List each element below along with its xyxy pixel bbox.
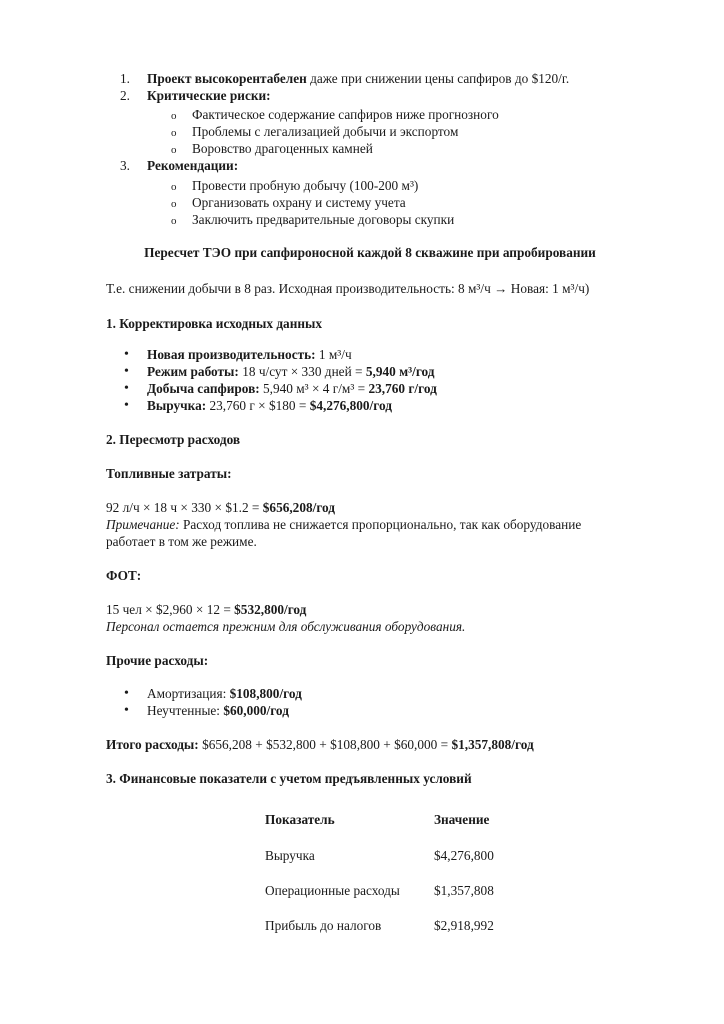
table-cell: $1,357,808 — [434, 883, 494, 898]
item-value: $108,800/год — [229, 686, 302, 701]
recommendation-text: Заключить предварительные договоры скупки — [192, 212, 455, 227]
fuel-formula — [106, 500, 335, 517]
circle-bullet-icon: o — [171, 215, 177, 227]
table-header: Значение — [434, 812, 490, 827]
list-item-bold: Проект высокорентабелен — [147, 71, 307, 86]
recommendation-text: Организовать охрану и систему учета — [192, 195, 406, 210]
item-value: $60,000/год — [223, 703, 289, 718]
item-text: 18 ч/сут × 330 дней = — [238, 364, 366, 379]
item-result: 5,940 м³/год — [365, 364, 435, 379]
bullet-icon: • — [124, 398, 129, 413]
note-label: Примечание: — [106, 517, 180, 532]
total-expenses — [106, 737, 534, 754]
list-number: 2. — [120, 88, 130, 103]
item-text: 23,760 г × $180 = — [206, 398, 310, 413]
total-formula: $656,208 + $532,800 + $108,800 + $60,000 = — [198, 737, 452, 752]
item-label: Выручка: — [147, 398, 207, 413]
bullet-icon: • — [124, 381, 129, 396]
list-item-text: даже при снижении цены сапфиров до $120/г. — [306, 71, 570, 86]
table-header: Показатель — [265, 812, 335, 827]
list-number: 1. — [120, 71, 130, 86]
fuel-formula-text: 92 л/ч × 18 ч × 330 × $1.2 = — [106, 500, 263, 515]
bullet-icon: • — [124, 686, 129, 701]
fuel-note-line2: работает в том же режиме. — [106, 534, 257, 549]
item-text: 1 м³/ч — [315, 347, 352, 362]
section-2-heading: 2. Пересмотр расходов — [106, 432, 241, 447]
table-cell: Прибыль до налогов — [265, 918, 382, 933]
list-item-bold: Рекомендации: — [147, 158, 239, 173]
bullet-icon: • — [124, 347, 129, 362]
table-cell: $2,918,992 — [434, 918, 494, 933]
item-result: 23,760 г/год — [368, 381, 437, 396]
risk-text: Воровство драгоценных камней — [192, 141, 373, 156]
total-label: Итого расходы: — [106, 737, 199, 752]
table-cell: Выручка — [265, 848, 315, 863]
bullet-icon: • — [124, 364, 129, 379]
other-heading: Прочие расходы: — [106, 653, 209, 668]
payroll-heading: ФОТ: — [106, 568, 142, 583]
list-item-bold: Критические риски: — [147, 88, 271, 103]
circle-bullet-icon: o — [171, 144, 177, 156]
payroll-result: $532,800/год — [234, 602, 307, 617]
intro-text: Т.е. снижении добычи в 8 раз. Исходная производительность: 8 м³/ч → Новая: 1 м³/ч) — [106, 281, 590, 296]
fuel-note — [106, 517, 581, 534]
payroll-formula-text: 15 чел × $2,960 × 12 = — [106, 602, 235, 617]
item-result: $4,276,800/год — [309, 398, 392, 413]
item-label: Амортизация: — [147, 686, 230, 701]
circle-bullet-icon: o — [171, 181, 177, 193]
item-label: Неучтенные: — [147, 703, 224, 718]
bullet-icon: • — [124, 703, 129, 718]
fuel-result: $656,208/год — [262, 500, 336, 515]
payroll-note: Персонал остается прежним для обслуживания оборудования. — [106, 619, 466, 634]
section-1-heading: 1. Корректировка исходных данных — [106, 316, 323, 331]
section-title: Пересчет ТЭО при сапфироносной каждой 8 скважине при апробировании — [144, 245, 596, 260]
payroll-formula — [106, 602, 306, 619]
list-number: 3. — [120, 158, 130, 173]
risk-text: Проблемы с легализацией добычи и экспортом — [192, 124, 459, 139]
item-label: Режим работы: — [147, 364, 239, 379]
table-cell: $4,276,800 — [434, 848, 494, 863]
risk-text: Фактическое содержание сапфиров ниже прогнозного — [192, 107, 499, 122]
circle-bullet-icon: o — [171, 110, 177, 122]
item-label: Новая производительность: — [147, 347, 316, 362]
note-text: Расход топлива не снижается пропорционально, так как оборудование — [179, 517, 582, 532]
circle-bullet-icon: o — [171, 127, 177, 139]
fuel-heading: Топливные затраты: — [106, 466, 232, 481]
section-3-heading: 3. Финансовые показатели с учетом предъявленных условий — [106, 771, 472, 786]
table-cell: Операционные расходы — [265, 883, 400, 898]
item-text: 5,940 м³ × 4 г/м³ = — [259, 381, 369, 396]
item-label: Добыча сапфиров: — [147, 381, 260, 396]
circle-bullet-icon: o — [171, 198, 177, 210]
recommendation-text: Провести пробную добычу (100-200 м³) — [192, 178, 419, 193]
total-result: $1,357,808/год — [451, 737, 534, 752]
